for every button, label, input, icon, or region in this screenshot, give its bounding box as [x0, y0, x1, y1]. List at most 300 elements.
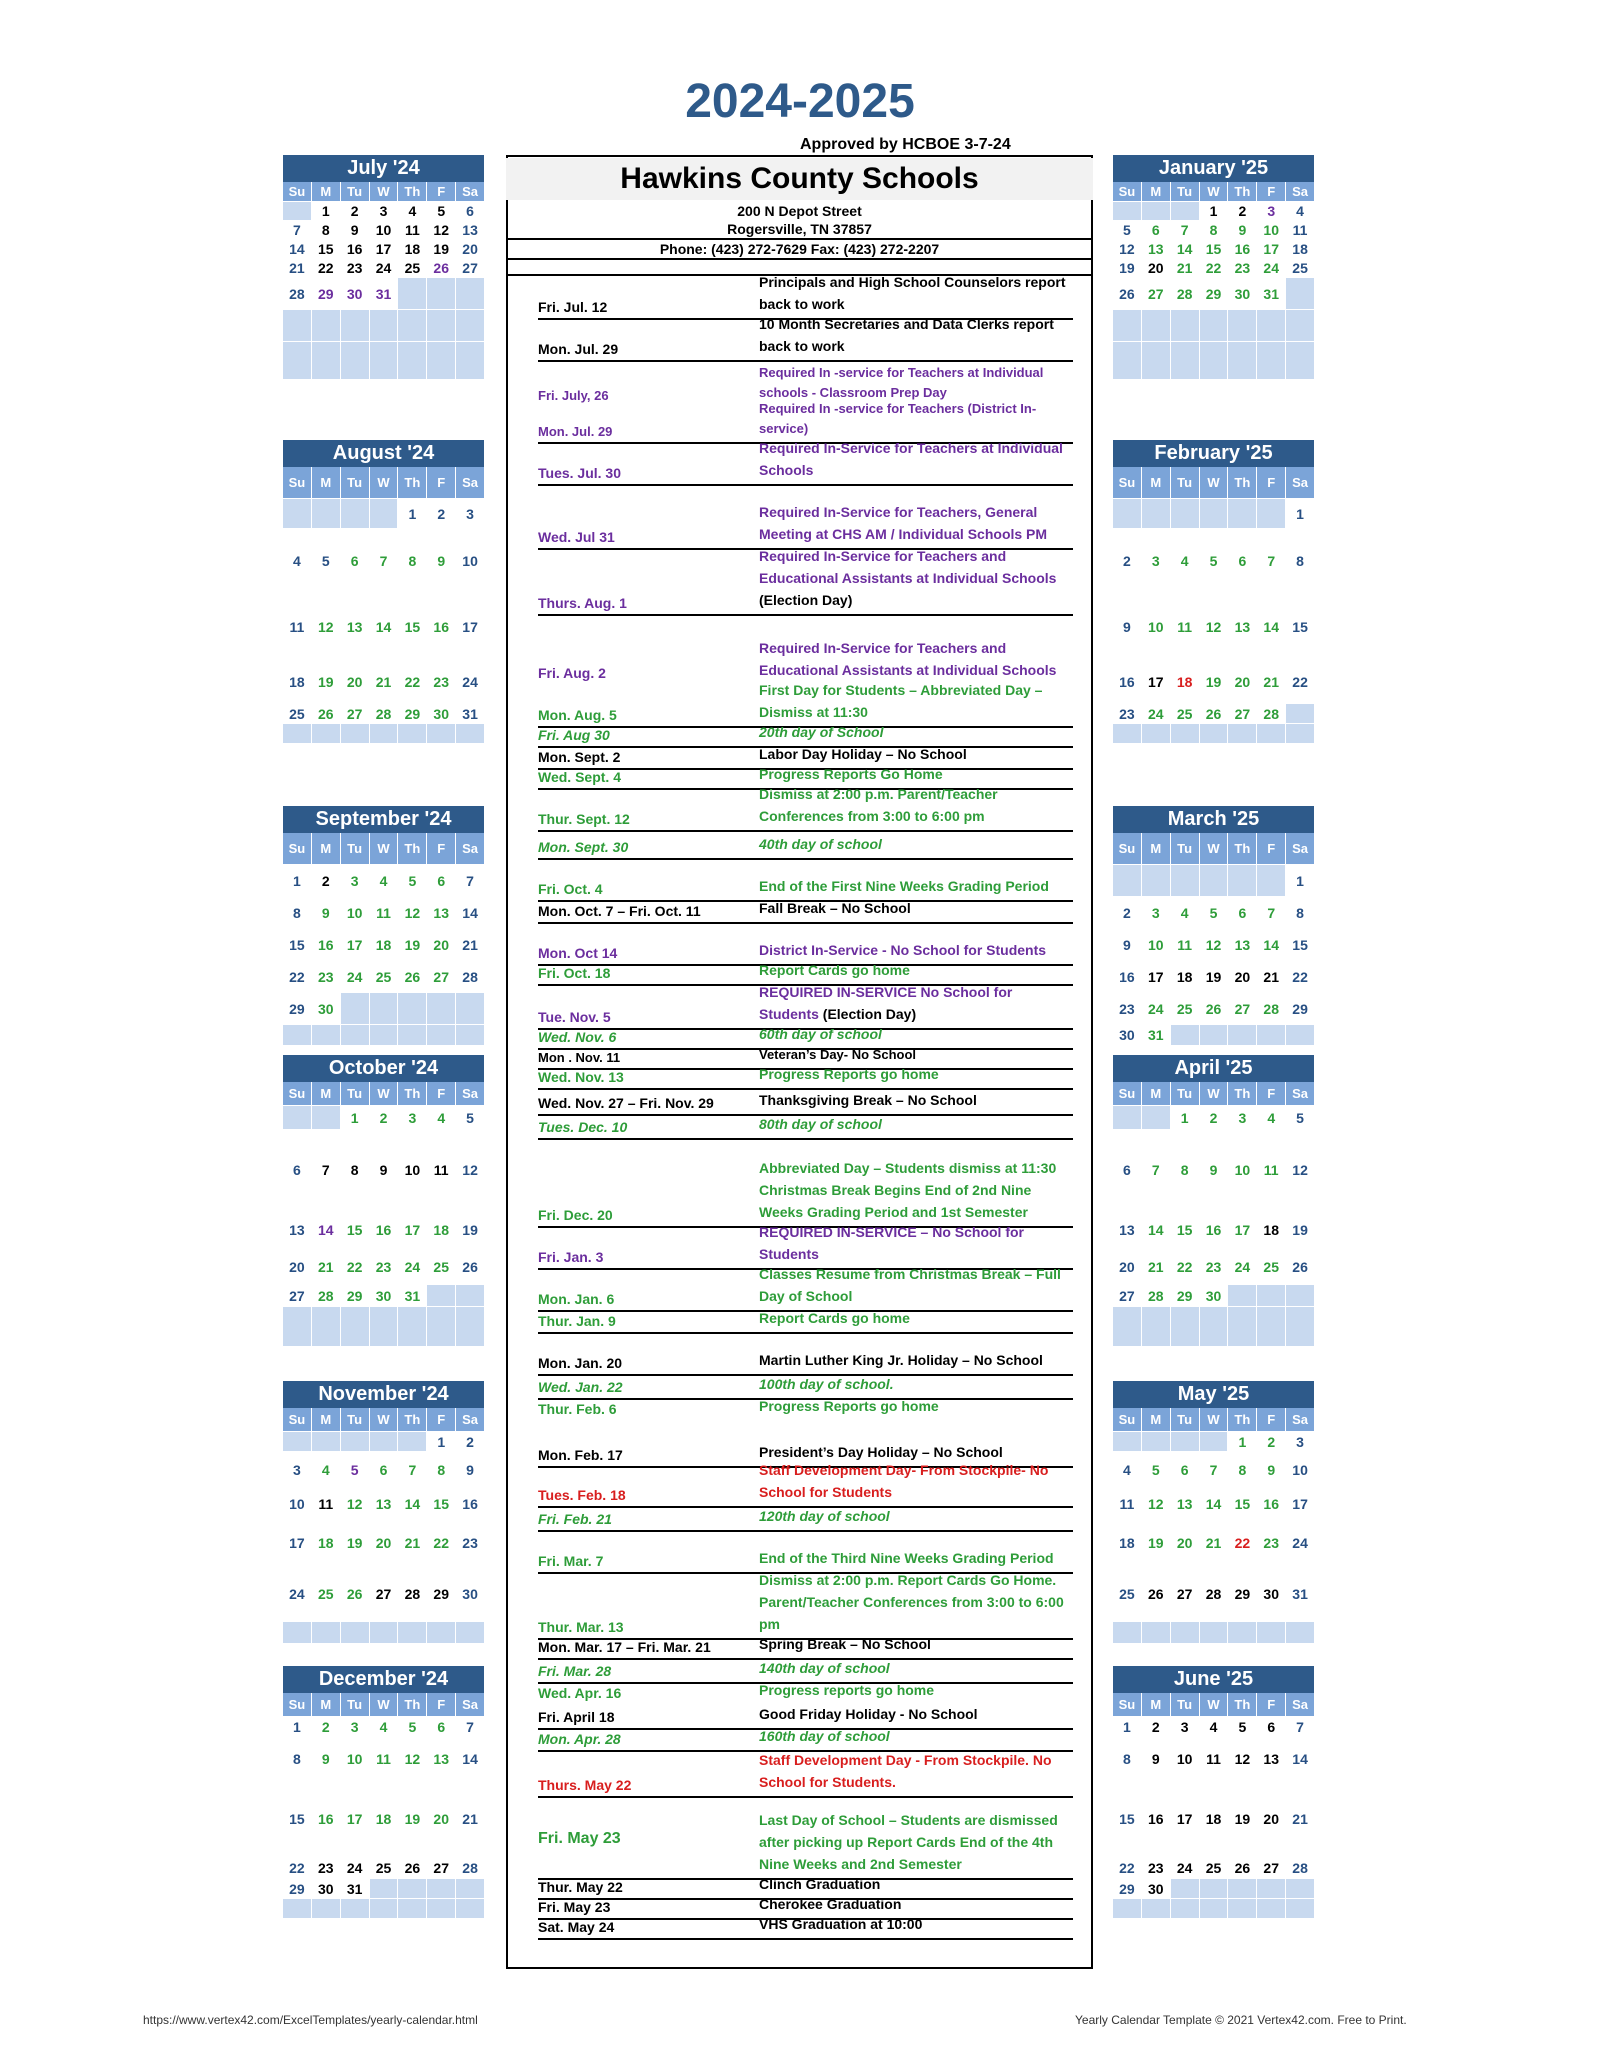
event-date: Mon. Oct. 7 – Fri. Oct. 11 [538, 903, 701, 919]
empty-day-cell [1228, 865, 1256, 897]
event-date: Tues. Feb. 18 [538, 1487, 626, 1503]
day-cell: 30 [1228, 278, 1256, 310]
event-text: Progress Reports go home [759, 1398, 939, 1414]
day-cell: 19 [398, 1781, 426, 1857]
empty-day-cell [398, 1622, 426, 1644]
day-cell: 29 [1113, 1879, 1141, 1899]
weekday-header: Su [1113, 1408, 1141, 1432]
event-description [759, 875, 1073, 897]
empty-day-cell [283, 1307, 311, 1347]
day-cell: 15 [427, 1488, 455, 1520]
day-cell: 29 [427, 1566, 455, 1622]
day-cell: 26 [456, 1250, 484, 1285]
event-date: Wed. Nov. 6 [538, 1029, 617, 1045]
event-text: Veteran’s Day- No School [759, 1047, 917, 1062]
event-date: Thur. Mar. 13 [538, 1619, 624, 1635]
weekday-header: Su [283, 467, 311, 499]
day-cell: 17 [1142, 961, 1170, 993]
day-cell: 11 [1257, 1130, 1285, 1210]
month-title: March '25 [1113, 806, 1314, 833]
weekday-header: Sa [1286, 1408, 1314, 1432]
day-cell: 7 [1171, 221, 1199, 240]
event-date: Mon . Nov. 11 [538, 1050, 621, 1065]
day-cell: 20 [1228, 661, 1256, 704]
empty-day-cell [1200, 865, 1228, 897]
day-cell: 9 [1142, 1737, 1170, 1781]
event-row [538, 1916, 1073, 1940]
event-date: Fri. May 23 [538, 1830, 621, 1847]
day-cell: 16 [1257, 1488, 1285, 1520]
weekday-header: Sa [1286, 182, 1314, 202]
day-cell: 5 [1200, 529, 1228, 593]
day-cell: 7 [1257, 897, 1285, 929]
day-cell: 3 [1142, 529, 1170, 593]
day-cell: 22 [427, 1520, 455, 1566]
empty-day-cell [1200, 342, 1228, 380]
day-cell: 4 [427, 1106, 455, 1130]
day-cell: 3 [1142, 897, 1170, 929]
day-cell: 27 [370, 1566, 398, 1622]
weekday-header: W [370, 1082, 398, 1106]
event-description [759, 1089, 1073, 1111]
empty-day-cell [283, 499, 311, 529]
empty-day-cell [312, 1307, 340, 1347]
month-calendar [283, 806, 484, 1046]
empty-day-cell [1200, 1899, 1228, 1919]
event-description [759, 743, 1073, 765]
month-grid [1113, 833, 1314, 1046]
empty-day-cell [398, 342, 426, 380]
event-row [538, 1574, 1073, 1640]
day-cell: 4 [370, 1717, 398, 1737]
day-cell: 6 [370, 1452, 398, 1488]
day-cell: 24 [1142, 993, 1170, 1025]
day-cell: 6 [1228, 897, 1256, 929]
day-cell: 3 [1228, 1106, 1256, 1130]
day-cell: 11 [370, 897, 398, 929]
day-cell: 14 [1142, 1210, 1170, 1250]
day-cell: 2 [1113, 897, 1141, 929]
day-cell: 10 [341, 897, 369, 929]
empty-day-cell [1257, 342, 1285, 380]
day-cell: 24 [1286, 1520, 1314, 1566]
day-cell: 30 [341, 278, 369, 310]
day-cell: 25 [370, 961, 398, 993]
day-cell: 8 [312, 221, 340, 240]
weekday-header: W [1200, 182, 1228, 202]
day-cell: 2 [1200, 1106, 1228, 1130]
event-date: Mon. Apr. 28 [538, 1731, 621, 1747]
month-grid [1113, 182, 1314, 380]
day-cell: 25 [1171, 704, 1199, 724]
empty-day-cell [1171, 342, 1199, 380]
day-cell: 15 [1113, 1781, 1141, 1857]
day-cell: 13 [1142, 240, 1170, 259]
day-cell: 9 [1113, 929, 1141, 961]
empty-day-cell [312, 342, 340, 380]
day-cell: 13 [1228, 929, 1256, 961]
empty-day-cell [1286, 278, 1314, 310]
empty-day-cell [456, 1879, 484, 1899]
empty-day-cell [1171, 499, 1199, 529]
event-text: Required In-Service for Teachers at Individual Schools [759, 440, 1063, 478]
month-calendar [1113, 806, 1314, 1046]
month-title: December '24 [283, 1666, 484, 1693]
event-date: Wed. Nov. 27 – Fri. Nov. 29 [538, 1095, 714, 1111]
month-grid [283, 1082, 484, 1347]
event-date: Fri. April 18 [538, 1709, 615, 1725]
day-cell: 24 [341, 1857, 369, 1879]
day-cell: 10 [1286, 1452, 1314, 1488]
event-description [759, 1349, 1073, 1371]
day-cell: 27 [427, 1857, 455, 1879]
day-cell: 2 [312, 865, 340, 897]
weekday-header: Sa [456, 833, 484, 865]
month-title: January '25 [1113, 155, 1314, 182]
empty-day-cell [1257, 724, 1285, 744]
event-text: 120th day of school [759, 1508, 890, 1524]
day-cell: 24 [1257, 259, 1285, 278]
empty-day-cell [1200, 1622, 1228, 1644]
event-description [759, 959, 1073, 981]
empty-day-cell [1171, 1307, 1199, 1347]
day-cell: 26 [341, 1566, 369, 1622]
day-cell: 6 [1257, 1717, 1285, 1737]
empty-day-cell [1200, 1025, 1228, 1046]
empty-day-cell [341, 1307, 369, 1347]
empty-day-cell [1113, 724, 1141, 744]
day-cell: 30 [312, 993, 340, 1025]
empty-day-cell [1142, 724, 1170, 744]
empty-day-cell [341, 310, 369, 342]
day-cell: 20 [370, 1520, 398, 1566]
month-calendar [283, 1666, 484, 1919]
empty-day-cell [312, 1106, 340, 1130]
day-cell: 5 [427, 202, 455, 221]
empty-day-cell [456, 1622, 484, 1644]
empty-day-cell [456, 1025, 484, 1046]
empty-day-cell [1142, 1106, 1170, 1130]
event-date: Mon. Oct 14 [538, 945, 618, 961]
empty-day-cell [456, 1307, 484, 1347]
event-text: REQUIRED IN-SERVICE No School for Students [759, 984, 1013, 1022]
weekday-header: W [1200, 833, 1228, 865]
day-cell: 13 [283, 1210, 311, 1250]
day-cell: 14 [456, 1737, 484, 1781]
empty-day-cell [1171, 865, 1199, 897]
day-cell: 8 [398, 529, 426, 593]
empty-day-cell [370, 724, 398, 744]
weekday-header: Sa [1286, 833, 1314, 865]
day-cell: 15 [1228, 1488, 1256, 1520]
day-cell: 26 [398, 961, 426, 993]
day-cell: 21 [1200, 1520, 1228, 1566]
event-description [759, 1373, 1073, 1395]
empty-day-cell [1142, 1307, 1170, 1347]
day-cell: 11 [1113, 1488, 1141, 1520]
empty-day-cell [1171, 1899, 1199, 1919]
weekday-header: W [370, 1693, 398, 1717]
day-cell: 5 [456, 1106, 484, 1130]
event-text: 80th day of school [759, 1116, 882, 1132]
empty-day-cell [283, 1106, 311, 1130]
event-description [759, 1809, 1073, 1875]
day-cell: 23 [1113, 704, 1141, 724]
weekday-header: Th [398, 1082, 426, 1106]
event-date: Mon. Aug. 5 [538, 707, 617, 723]
month-title: September '24 [283, 806, 484, 833]
event-row [538, 1684, 1073, 1704]
day-cell: 13 [1171, 1488, 1199, 1520]
day-cell: 31 [1142, 1025, 1170, 1046]
day-cell: 18 [1200, 1781, 1228, 1857]
weekday-header: Th [1228, 467, 1256, 499]
day-cell: 25 [283, 704, 311, 724]
day-cell: 27 [1171, 1566, 1199, 1622]
weekday-header: W [1200, 1408, 1228, 1432]
event-date: Thur. Sept. 12 [538, 811, 630, 827]
day-cell: 20 [1257, 1781, 1285, 1857]
day-cell: 23 [1200, 1250, 1228, 1285]
weekday-header: Su [1113, 833, 1141, 865]
divider [506, 238, 1093, 240]
day-cell: 17 [456, 593, 484, 661]
day-cell: 31 [341, 1879, 369, 1899]
empty-day-cell [312, 499, 340, 529]
day-cell: 25 [1286, 259, 1314, 278]
day-cell: 31 [1257, 278, 1285, 310]
day-cell: 12 [312, 593, 340, 661]
day-cell: 25 [1257, 1250, 1285, 1285]
day-cell: 13 [1257, 1737, 1285, 1781]
day-cell: 23 [312, 961, 340, 993]
event-description [759, 637, 1073, 681]
month-calendar [283, 440, 484, 744]
month-calendar [1113, 155, 1314, 380]
day-cell: 1 [312, 202, 340, 221]
day-cell: 14 [283, 240, 311, 259]
event-text: Required In -service for Teachers at Individual schools - Classroom Prep Day [759, 365, 1044, 400]
event-text: Good Friday Holiday - No School [759, 1706, 978, 1722]
month-title: April '25 [1113, 1055, 1314, 1082]
empty-day-cell [1257, 310, 1285, 342]
day-cell: 20 [1228, 961, 1256, 993]
weekday-header: Sa [1286, 1082, 1314, 1106]
day-cell: 19 [1228, 1781, 1256, 1857]
event-date: Fri. Aug 30 [538, 727, 610, 743]
month-calendar [283, 155, 484, 380]
month-calendar [283, 1381, 484, 1644]
day-cell: 22 [1228, 1520, 1256, 1566]
empty-day-cell [341, 993, 369, 1025]
event-description [759, 1679, 1073, 1701]
day-cell: 18 [1171, 961, 1199, 993]
event-date: Fri. Oct. 18 [538, 965, 611, 981]
day-cell: 2 [1142, 1717, 1170, 1737]
weekday-header: M [1142, 1082, 1170, 1106]
event-text: Last Day of School – Students are dismissed after picking up Report Cards End of the 4th Nine Weeks and 2nd Semester [759, 1812, 1058, 1872]
day-cell: 16 [1113, 961, 1141, 993]
event-date: Tue. Nov. 5 [538, 1009, 611, 1025]
day-cell: 5 [398, 1717, 426, 1737]
day-cell: 26 [1228, 1857, 1256, 1879]
weekday-header: Th [398, 1408, 426, 1432]
weekday-header: M [312, 467, 340, 499]
empty-day-cell [1200, 310, 1228, 342]
day-cell: 26 [1200, 704, 1228, 724]
event-date: Tues. Dec. 10 [538, 1119, 628, 1135]
day-cell: 8 [1171, 1130, 1199, 1210]
event-text: 100th day of school. [759, 1376, 894, 1392]
weekday-header: F [427, 182, 455, 202]
day-cell: 17 [1142, 661, 1170, 704]
event-date: Fri. Jul. 12 [538, 299, 608, 315]
day-cell: 5 [398, 865, 426, 897]
day-cell: 17 [1286, 1488, 1314, 1520]
event-description [759, 1547, 1073, 1569]
day-cell: 21 [456, 929, 484, 961]
event-text: Dismiss at 2:00 p.m. Report Cards Go Home. Parent/Teacher Conferences from 3:00 to 6:00 pm [759, 1572, 1064, 1632]
event-text: Staff Development Day- From Stockpile- No School for Students [759, 1462, 1049, 1500]
day-cell: 31 [398, 1285, 426, 1307]
day-cell: 21 [456, 1781, 484, 1857]
event-date: Wed. Apr. 16 [538, 1685, 622, 1701]
day-cell: 12 [398, 1737, 426, 1781]
weekday-header: W [1200, 1082, 1228, 1106]
day-cell: 18 [283, 661, 311, 704]
empty-day-cell [283, 1432, 311, 1452]
day-cell: 20 [456, 240, 484, 259]
event-description [759, 1023, 1073, 1045]
day-cell: 4 [1200, 1717, 1228, 1737]
day-cell: 15 [283, 1781, 311, 1857]
day-cell: 15 [398, 593, 426, 661]
day-cell: 6 [283, 1130, 311, 1210]
event-description [759, 1873, 1073, 1895]
day-cell: 1 [1286, 865, 1314, 897]
weekday-header: F [1257, 182, 1285, 202]
day-cell: 28 [1257, 704, 1285, 724]
day-cell: 21 [1171, 259, 1199, 278]
empty-day-cell [427, 1307, 455, 1347]
day-cell: 6 [427, 865, 455, 897]
weekday-header: M [312, 1408, 340, 1432]
event-row [538, 1400, 1073, 1420]
footer-url: https://www.vertex42.com/ExcelTemplates/yearly-calendar.html [143, 2013, 478, 2027]
day-cell: 19 [1142, 1520, 1170, 1566]
empty-day-cell [1113, 865, 1141, 897]
day-cell: 18 [312, 1520, 340, 1566]
weekday-header: W [1200, 467, 1228, 499]
day-cell: 4 [1171, 529, 1199, 593]
weekday-header: Th [398, 833, 426, 865]
day-cell: 22 [283, 961, 311, 993]
event-description [759, 1893, 1073, 1915]
event-date: Thur. Feb. 6 [538, 1401, 617, 1417]
day-cell: 23 [370, 1250, 398, 1285]
day-cell: 29 [398, 704, 426, 724]
day-cell: 10 [341, 1737, 369, 1781]
day-cell: 28 [1171, 278, 1199, 310]
day-cell: 16 [1200, 1210, 1228, 1250]
event-date: Mon. Feb. 17 [538, 1447, 623, 1463]
empty-day-cell [1286, 342, 1314, 380]
school-phone-fax: Phone: (423) 272-7629 Fax: (423) 272-2207 [659, 241, 940, 257]
day-cell: 27 [1228, 704, 1256, 724]
event-date: Fri. May 23 [538, 1899, 611, 1915]
empty-day-cell [1171, 1879, 1199, 1899]
day-cell: 17 [1171, 1781, 1199, 1857]
event-row [538, 1312, 1073, 1334]
empty-day-cell [1286, 310, 1314, 342]
month-title: November '24 [283, 1381, 484, 1408]
day-cell: 5 [312, 529, 340, 593]
day-cell: 6 [456, 202, 484, 221]
empty-day-cell [1142, 202, 1170, 221]
day-cell: 7 [312, 1130, 340, 1210]
event-date: Fri. Oct. 4 [538, 881, 603, 897]
day-cell: 5 [1286, 1106, 1314, 1130]
empty-day-cell [427, 1879, 455, 1899]
day-cell: 20 [1113, 1250, 1141, 1285]
day-cell: 20 [1171, 1520, 1199, 1566]
day-cell: 29 [312, 278, 340, 310]
day-cell: 5 [341, 1452, 369, 1488]
day-cell: 21 [370, 661, 398, 704]
event-description [759, 1657, 1073, 1679]
day-cell: 11 [1171, 593, 1199, 661]
event-text: 10 Month Secretaries and Data Clerks report back to work [759, 316, 1054, 354]
empty-day-cell [1286, 1025, 1314, 1046]
event-row [538, 1532, 1073, 1574]
empty-day-cell [427, 1622, 455, 1644]
day-cell: 7 [456, 865, 484, 897]
weekday-header: F [1257, 1082, 1285, 1106]
day-cell: 12 [341, 1488, 369, 1520]
event-text: 40th day of school [759, 836, 882, 852]
weekday-header: Tu [1171, 833, 1199, 865]
day-cell: 21 [1286, 1781, 1314, 1857]
month-grid [283, 467, 484, 744]
empty-day-cell [398, 1025, 426, 1046]
empty-day-cell [1200, 1432, 1228, 1452]
event-date: Thur. May 22 [538, 1879, 623, 1895]
day-cell: 21 [398, 1520, 426, 1566]
event-description [759, 313, 1073, 357]
day-cell: 24 [398, 1250, 426, 1285]
empty-day-cell [283, 1025, 311, 1046]
event-description [759, 833, 1073, 855]
day-cell: 2 [456, 1432, 484, 1452]
day-cell: 16 [456, 1488, 484, 1520]
weekday-header: F [1257, 467, 1285, 499]
day-cell: 2 [1113, 529, 1141, 593]
event-text: VHS Graduation at 10:00 [759, 1916, 923, 1932]
event-row [538, 550, 1073, 616]
weekday-header: W [370, 833, 398, 865]
weekday-header: Sa [456, 1693, 484, 1717]
empty-day-cell [370, 310, 398, 342]
weekday-header: Th [1228, 182, 1256, 202]
empty-day-cell [1228, 499, 1256, 529]
event-description [759, 1045, 1073, 1065]
day-cell: 6 [341, 529, 369, 593]
day-cell: 8 [341, 1130, 369, 1210]
event-text: Classes Resume from Christmas Break – Full Day of School [759, 1266, 1061, 1304]
empty-day-cell [341, 499, 369, 529]
day-cell: 14 [370, 593, 398, 661]
event-row [538, 832, 1073, 860]
